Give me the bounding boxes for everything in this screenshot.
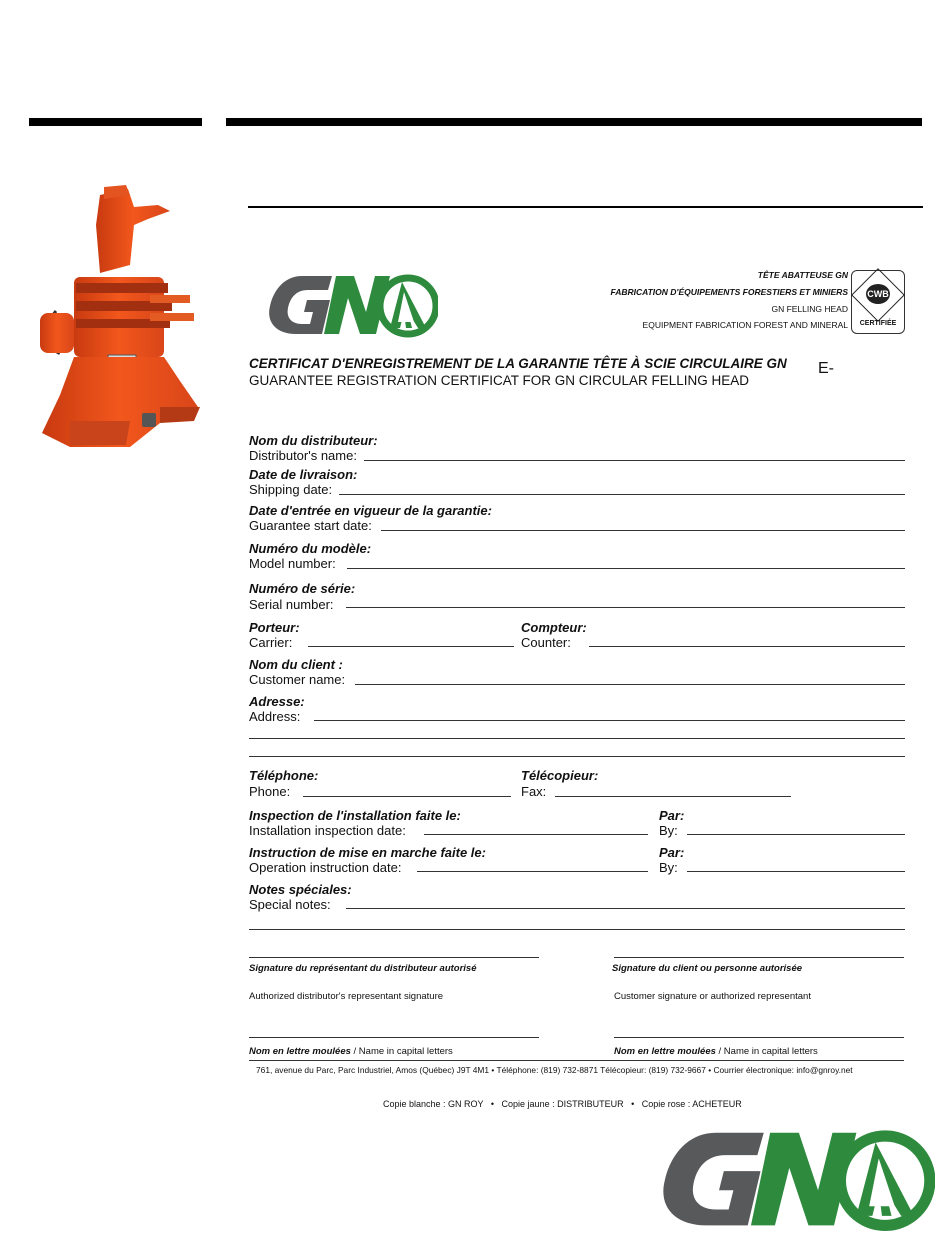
installation-date-input-line[interactable] — [424, 834, 648, 835]
field-label-en: Guarantee start date: — [249, 518, 372, 533]
gn-logo-large — [650, 1120, 935, 1235]
field-address — [249, 694, 905, 758]
field-model-number — [249, 541, 905, 581]
field-carrier — [249, 620, 514, 660]
field-label-en: Address: — [249, 709, 301, 724]
distributor-name-line[interactable] — [249, 1037, 539, 1038]
field-shipping-date — [249, 467, 905, 507]
field-installation-by — [659, 808, 905, 848]
name-caption-en: / Name in capital letters — [350, 1046, 453, 1057]
name-caption-en: / Name in capital letters — [715, 1046, 818, 1057]
field-label-fr: Compteur: — [521, 620, 587, 635]
customer-signature-line[interactable] — [614, 957, 904, 958]
special-notes-input-line-2[interactable] — [249, 929, 905, 930]
field-label-en: Installation inspection date: — [249, 823, 406, 838]
field-label-en: Fax: — [521, 784, 547, 799]
phone-input-line[interactable] — [303, 796, 511, 797]
operation-date-input-line[interactable] — [417, 871, 648, 872]
field-label-fr: Numéro de série: — [249, 581, 356, 596]
fax-input-line[interactable] — [555, 796, 791, 797]
header-line-2: FABRICATION D'ÉQUIPEMENTS FORESTIERS ET MINIERS — [610, 287, 848, 297]
address-input-line-3[interactable] — [249, 756, 905, 757]
guarantee-start-input-line[interactable] — [381, 530, 905, 531]
field-operation-instruction — [249, 845, 648, 885]
field-label-fr: Porteur: — [249, 620, 300, 635]
field-label-fr: Numéro du modèle: — [249, 541, 372, 556]
title-fr: CERTIFICAT D'ENREGISTREMENT DE LA GARANTIE TÊTE À SCIE CIRCULAIRE GN — [249, 356, 787, 371]
distributor-signature-label-fr: Signature du représentant du distributeur autorisé — [249, 963, 477, 974]
customer-name-caption — [614, 1046, 818, 1057]
distributor-input-line[interactable] — [364, 460, 905, 461]
cwb-logo-text: CWB — [866, 284, 890, 304]
field-label-fr: Date de livraison: — [249, 467, 358, 482]
header-line-4: EQUIPMENT FABRICATION FOREST AND MINERAL — [642, 320, 848, 330]
field-label-fr: Date d'entrée en vigueur de la garantie: — [249, 503, 492, 518]
field-label-fr: Notes spéciales: — [249, 882, 352, 897]
header-line-3: GN FELLING HEAD — [771, 304, 848, 314]
address-input-line-1[interactable] — [314, 720, 905, 721]
field-label-en: Shipping date: — [249, 482, 333, 497]
field-operation-by — [659, 845, 905, 885]
footer-rule — [249, 1060, 904, 1061]
cwb-certification-badge — [851, 270, 905, 334]
field-guarantee-start — [249, 503, 905, 543]
field-installation-inspection — [249, 808, 648, 848]
field-serial-number — [249, 581, 905, 621]
field-label-en: Carrier: — [249, 635, 293, 650]
top-rule-right — [226, 118, 922, 126]
field-label-en: By: — [659, 860, 678, 875]
field-label-en: Model number: — [249, 556, 336, 571]
name-caption-fr: Nom en lettre moulées — [249, 1046, 351, 1057]
copy-distribution: Copie blanche : GN ROY • Copie jaune : DISTRIBUTEUR • Copie rose : ACHETEUR — [383, 1099, 742, 1109]
field-label-en: Counter: — [521, 635, 571, 650]
felling-head-image — [30, 185, 205, 455]
counter-input-line[interactable] — [589, 646, 905, 647]
title-en: GUARANTEE REGISTRATION CERTIFICAT FOR GN CIRCULAR FELLING HEAD — [249, 373, 750, 388]
company-address: 761, avenue du Parc, Parc Industriel, Amos (Québec) J9T 4M1 • Téléphone: (819) 732-8871 Télécopieur: (819) 732-9667 • Courrier électronique: info@gnroy.net — [256, 1065, 853, 1075]
customer-name-input-line[interactable] — [355, 684, 905, 685]
gn-logo — [262, 268, 438, 340]
field-customer-name — [249, 657, 905, 697]
field-label-fr: Télécopieur: — [521, 768, 599, 783]
top-rule-left — [29, 118, 202, 126]
carrier-input-line[interactable] — [308, 646, 514, 647]
serial-number-input-line[interactable] — [346, 607, 905, 608]
field-label-fr: Adresse: — [249, 694, 305, 709]
customer-signature-label-en: Customer signature or authorized representant — [614, 991, 811, 1002]
customer-signature-label-fr: Signature du client ou personne autorisée — [612, 963, 803, 974]
operation-by-input-line[interactable] — [687, 871, 905, 872]
field-special-notes — [249, 882, 905, 932]
field-label-en: Serial number: — [249, 597, 334, 612]
field-phone — [249, 768, 511, 808]
special-notes-input-line-1[interactable] — [346, 908, 905, 909]
header-line-1: TÊTE ABATTEUSE GN — [757, 270, 848, 280]
customer-name-line[interactable] — [614, 1037, 904, 1038]
field-label-en: By: — [659, 823, 678, 838]
address-input-line-2[interactable] — [249, 738, 905, 739]
company-header — [560, 270, 848, 332]
field-label-fr: Inspection de l'installation faite le: — [249, 808, 461, 823]
field-label-en: Phone: — [249, 784, 291, 799]
distributor-signature-label-en: Authorized distributor's representant signature — [249, 991, 444, 1002]
field-label-fr: Par: — [659, 845, 685, 860]
shipping-date-input-line[interactable] — [339, 494, 905, 495]
field-label-fr: Nom du client : — [249, 657, 343, 672]
field-label-en: Distributor's name: — [249, 448, 357, 463]
field-label-fr: Téléphone: — [249, 768, 319, 783]
distributor-name-caption — [249, 1046, 453, 1057]
field-fax — [521, 768, 791, 808]
field-label-fr: Par: — [659, 808, 685, 823]
name-caption-fr: Nom en lettre moulées — [614, 1046, 716, 1057]
distributor-signature-line[interactable] — [249, 957, 539, 958]
field-label-en: Special notes: — [249, 897, 331, 912]
field-label-fr: Nom du distributeur: — [249, 433, 378, 448]
cwb-caption: CERTIFIÉE — [859, 320, 897, 327]
field-counter — [521, 620, 905, 660]
field-label-en: Operation instruction date: — [249, 860, 402, 875]
field-label-fr: Instruction de mise en marche faite le: — [249, 845, 486, 860]
header-thin-rule — [248, 206, 923, 208]
field-label-en: Customer name: — [249, 672, 346, 687]
installation-by-input-line[interactable] — [687, 834, 905, 835]
certificate-number-prefix: E- — [818, 360, 834, 377]
model-number-input-line[interactable] — [347, 568, 905, 569]
